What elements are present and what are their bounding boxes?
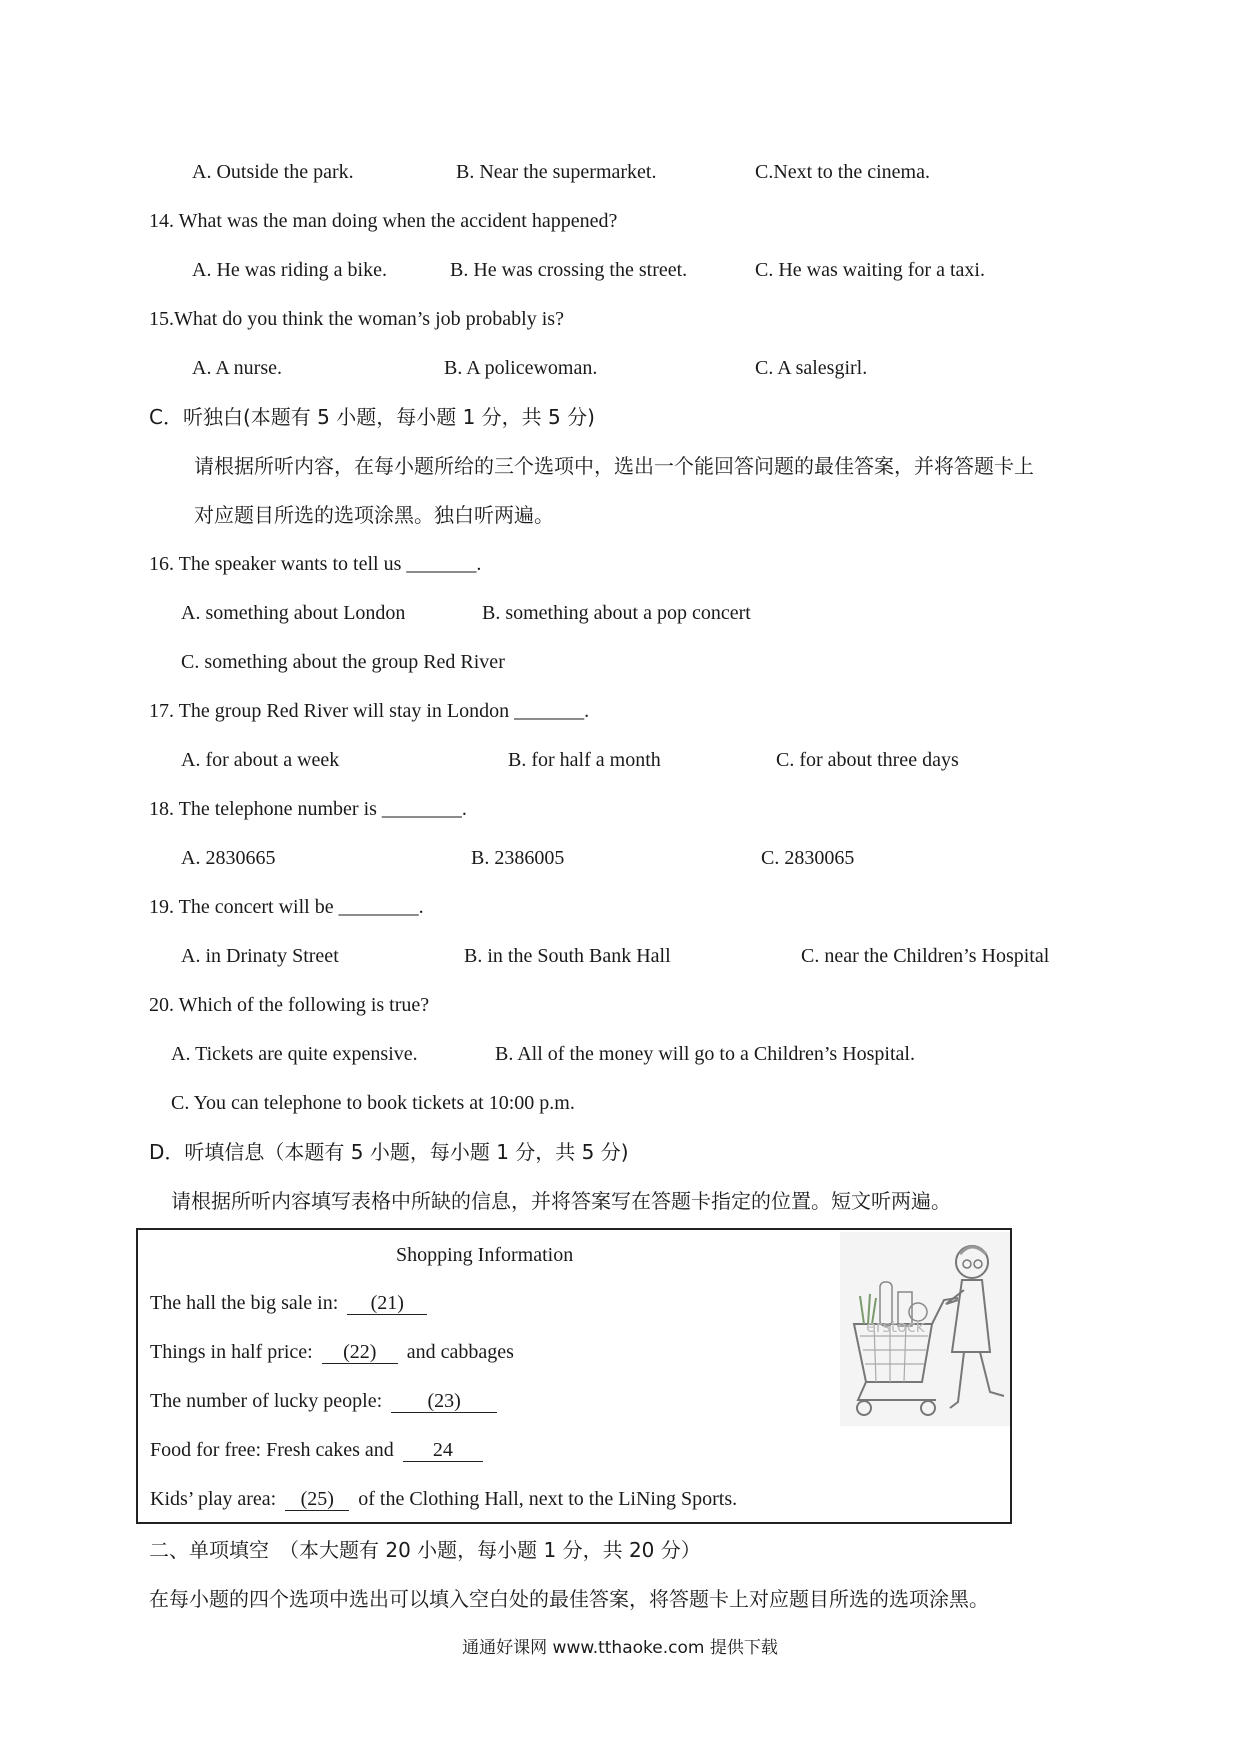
q20-option-a: A. Tickets are quite expensive. [171,1043,418,1065]
shopping-row-half-price [150,1339,514,1365]
shopping-row-lucky-people [150,1388,501,1414]
section-2-instruction: 在每小题的四个选项中选出可以填入空白处的最佳答案，将答题卡上对应题目所选的选项涂黑。 [149,1587,989,1611]
q14-option-c: C. He was waiting for a taxi. [755,259,985,281]
shopping-information-table [136,1228,1012,1524]
q17-option-c: C. for about three days [776,749,959,771]
answer-blank-21[interactable]: (21) [347,1292,427,1315]
q19-question: 19. The concert will be ________. [149,896,424,918]
q15-question: 15.What do you think the woman’s job probably is? [149,308,564,330]
q15-option-c: C. A salesgirl. [755,357,868,379]
row-label: The number of lucky people: [150,1390,383,1412]
q18-option-c: C. 2830065 [761,847,855,869]
page-footer: 通通好课网 www.tthaoke.com 提供下载 [462,1638,778,1658]
section-c-instruction-2: 对应题目所选的选项涂黑。独白听两遍。 [194,503,554,527]
q20-option-b: B. All of the money will go to a Children’s Hospital. [495,1043,915,1065]
q16-option-a: A. something about London [181,602,406,624]
q16-option-c: C. something about the group Red River [181,651,505,673]
row-label: The hall the big sale in: [150,1292,339,1314]
answer-blank-24[interactable]: 24 [403,1439,483,1462]
row-label: Things in half price: [150,1341,313,1363]
section-2-heading: 二、单项填空 （本大题有 20 小题，每小题 1 分，共 20 分） [149,1538,701,1562]
stock-watermark-text: erstock [866,1317,925,1336]
q20-question: 20. Which of the following is true? [149,994,430,1016]
section-c-heading: C．听独白(本题有 5 小题，每小题 1 分，共 5 分) [149,405,595,429]
q13-option-b: B. Near the supermarket. [456,161,657,183]
q15-option-a: A. A nurse. [192,357,282,379]
q13-option-a: A. Outside the park. [192,161,354,183]
section-d-instruction: 请根据所听内容填写表格中所缺的信息，并将答案写在答题卡指定的位置。短文听两遍。 [171,1189,951,1213]
q17-question: 17. The group Red River will stay in London _______. [149,700,590,722]
q17-option-b: B. for half a month [508,749,661,771]
q16-option-b: B. something about a pop concert [482,602,751,624]
answer-blank-22[interactable]: (22) [322,1341,398,1364]
shopping-cart-woman-illustration [840,1232,1010,1426]
q14-option-b: B. He was crossing the street. [450,259,688,281]
q18-option-b: B. 2386005 [471,847,565,869]
section-d-heading: D．听填信息（本题有 5 小题，每小题 1 分，共 5 分) [149,1140,629,1164]
q20-option-c: C. You can telephone to book tickets at 10:00 p.m. [171,1092,575,1114]
row-suffix: and cabbages [406,1341,514,1363]
answer-blank-25[interactable]: (25) [285,1488,349,1511]
shopping-row-kids-area [150,1486,737,1512]
answer-blank-23[interactable]: (23) [391,1390,497,1413]
section-c-instruction-1: 请根据所听内容，在每小题所给的三个选项中，选出一个能回答问题的最佳答案，并将答题卡上 [194,454,1034,478]
shopping-info-title: Shopping Information [396,1244,574,1266]
q16-question: 16. The speaker wants to tell us _______. [149,553,482,575]
q18-option-a: A. 2830665 [181,847,276,869]
shopping-row-hall [150,1290,431,1316]
q15-option-b: B. A policewoman. [444,357,598,379]
q19-option-c: C. near the Children’s Hospital [801,945,1050,967]
q19-option-b: B. in the South Bank Hall [464,945,671,967]
row-label: Food for free: Fresh cakes and [150,1439,394,1461]
row-label: Kids’ play area: [150,1488,277,1510]
row-suffix: of the Clothing Hall, next to the LiNing Sports. [358,1488,738,1510]
q19-option-a: A. in Drinaty Street [181,945,339,967]
q14-option-a: A. He was riding a bike. [192,259,387,281]
q17-option-a: A. for about a week [181,749,340,771]
shopping-row-free-food [150,1437,487,1463]
q13-option-c: C.Next to the cinema. [755,161,930,183]
q18-question: 18. The telephone number is ________. [149,798,467,820]
q14-question: 14. What was the man doing when the accident happened? [149,210,618,232]
